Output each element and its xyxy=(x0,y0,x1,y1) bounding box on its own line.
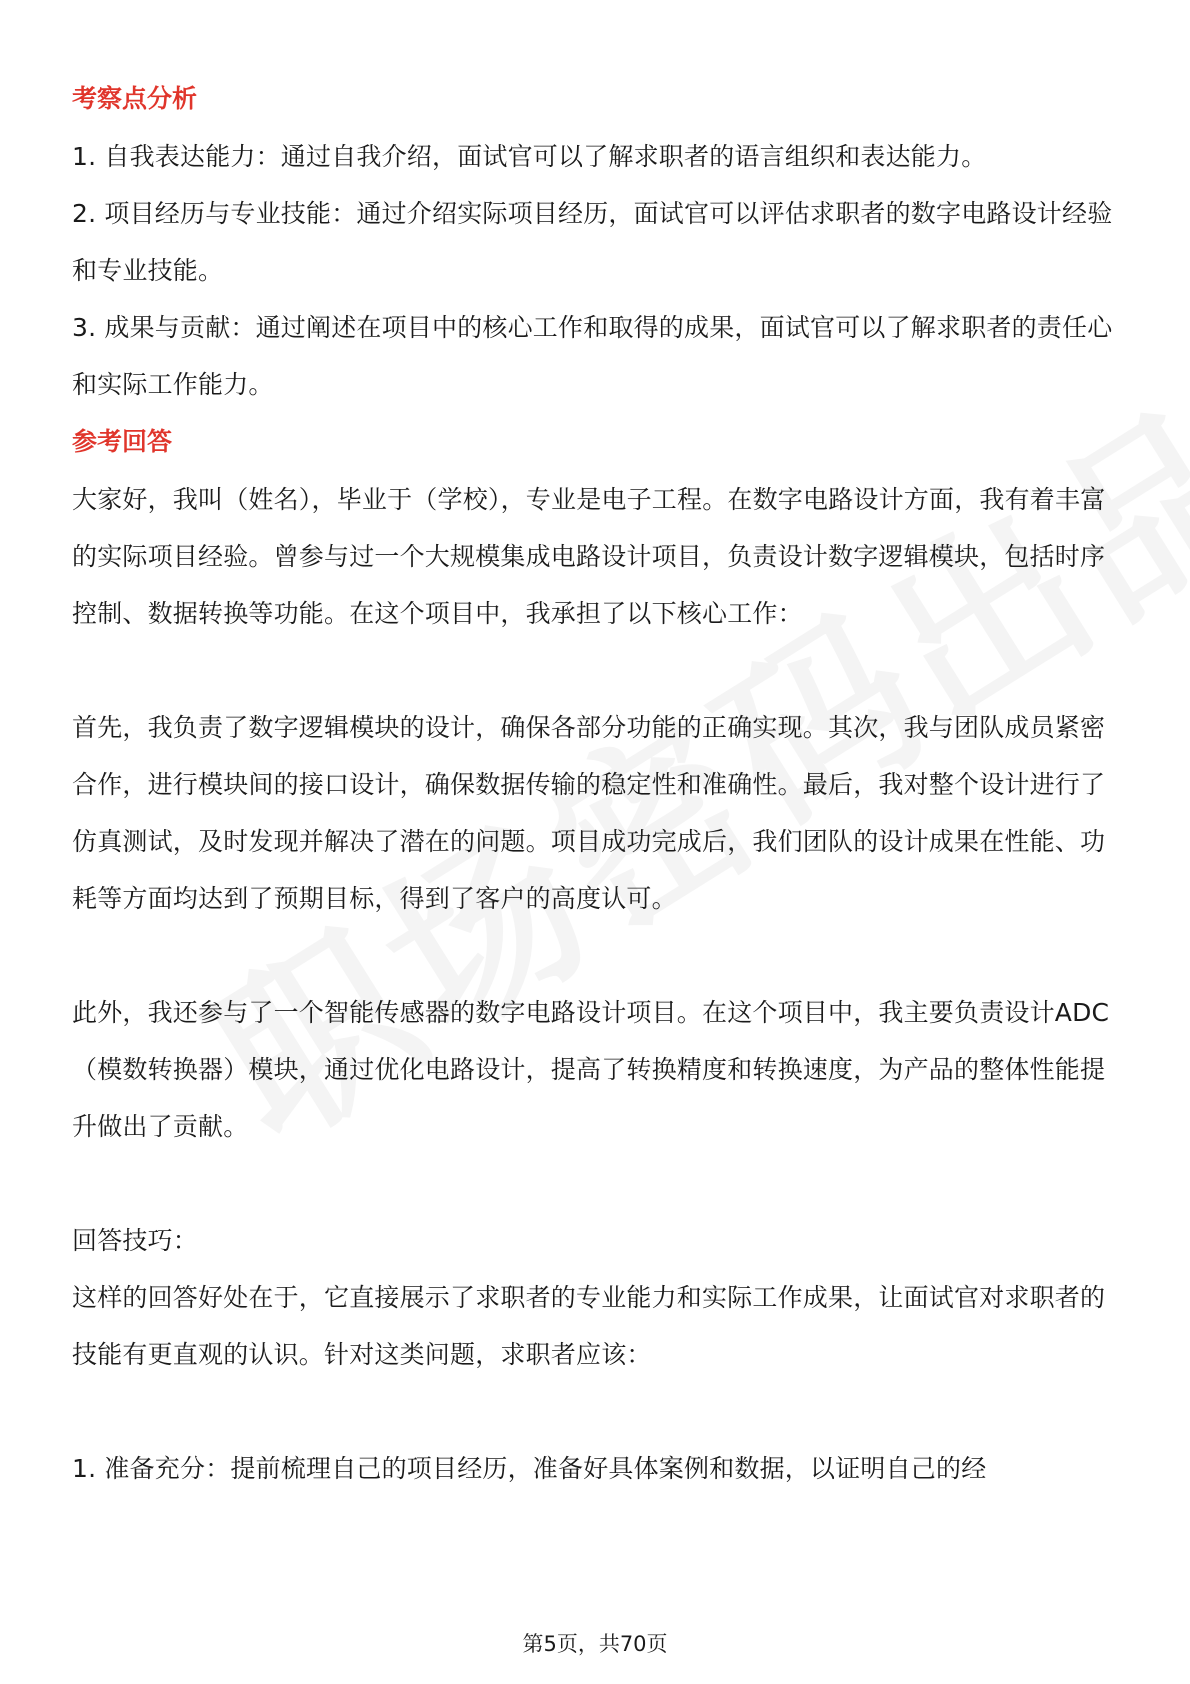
blank-line xyxy=(72,1383,1122,1440)
answer-paragraph-3: 此外，我还参与了一个智能传感器的数字电路设计项目。在这个项目中，我主要负责设计ADC（模数转换器）模块，通过优化电路设计，提高了转换精度和转换速度，为产品的整体性能提升做出了贡献。 xyxy=(72,998,1110,1141)
page-number: 第5页，共70页 xyxy=(522,1632,668,1656)
answer-paragraph-2: 首先，我负责了数字逻辑模块的设计，确保各部分功能的正确实现。其次，我与团队成员紧密合作，进行模块间的接口设计，确保数据传输的稳定性和准确性。最后，我对整个设计进行了仿真测试，及时发现并解决了潜在的问题。项目成功完成后，我们团队的设计成果在性能、功耗等方面均达到了预期目标，得到了客户的高度认可。 xyxy=(72,713,1106,913)
analysis-item-1: 1. 自我表达能力：通过自我介绍，面试官可以了解求职者的语言组织和表达能力。 xyxy=(72,142,987,171)
blank-line xyxy=(72,927,1122,984)
blank-line xyxy=(72,642,1122,699)
analysis-item-3: 3. 成果与贡献：通过阐述在项目中的核心工作和取得的成果，面试官可以了解求职者的责任心和实际工作能力。 xyxy=(72,313,1113,399)
document-page xyxy=(72,70,1122,1497)
answer-paragraph-1: 大家好，我叫（姓名），毕业于（学校），专业是电子工程。在数字电路设计方面，我有着丰富的实际项目经验。曾参与过一个大规模集成电路设计项目，负责设计数字逻辑模块，包括时序控制、数据转换等功能。在这个项目中，我承担了以下核心工作： xyxy=(72,485,1106,628)
tips-paragraph: 这样的回答好处在于，它直接展示了求职者的专业能力和实际工作成果，让面试官对求职者的技能有更直观的认识。针对这类问题，求职者应该： xyxy=(72,1283,1106,1369)
tips-label: 回答技巧： xyxy=(72,1226,199,1255)
tips-item-1: 1. 准备充分：提前梳理自己的项目经历，准备好具体案例和数据，以证明自己的经 xyxy=(72,1454,987,1483)
analysis-item-2: 2. 项目经历与专业技能：通过介绍实际项目经历，面试官可以评估求职者的数字电路设计经验和专业技能。 xyxy=(72,199,1113,285)
section-title-answer: 参考回答 xyxy=(72,427,173,456)
blank-line xyxy=(72,1155,1122,1212)
section-title-analysis: 考察点分析 xyxy=(72,84,198,113)
